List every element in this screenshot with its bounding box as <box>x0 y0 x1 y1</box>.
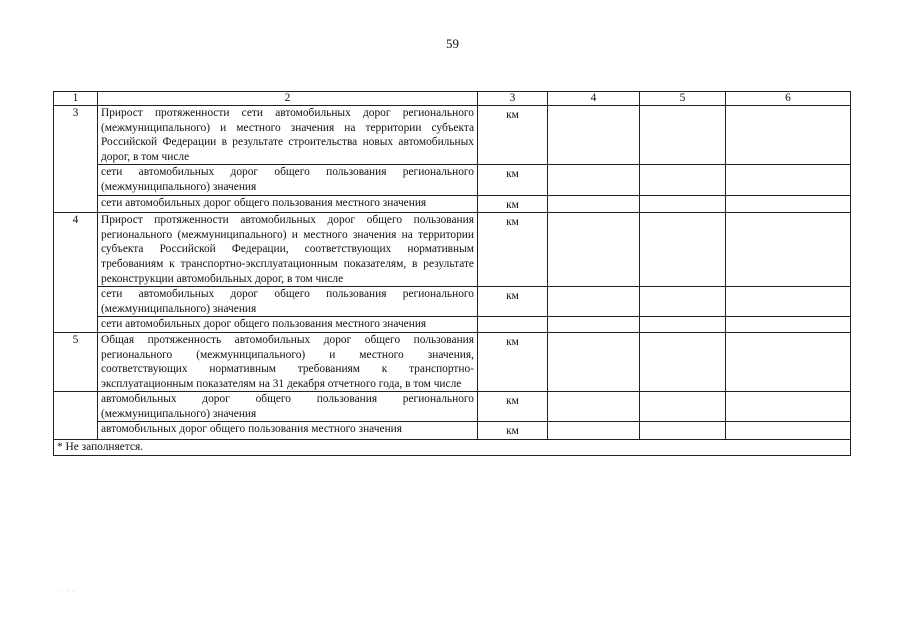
header-cell: 3 <box>478 92 548 106</box>
page-number: 59 <box>446 36 459 51</box>
value-cell <box>726 213 851 287</box>
indicator-description: сети автомобильных дорог общего пользования регионального (межмуниципального) значения <box>98 287 478 317</box>
value-cell <box>726 287 851 317</box>
value-cell <box>548 195 640 213</box>
unit-cell: км <box>478 213 548 287</box>
table-row <box>54 195 851 213</box>
row-number <box>54 392 98 440</box>
table-row <box>54 392 851 422</box>
value-cell <box>548 422 640 440</box>
indicator-description: автомобильных дорог общего пользования регионального (межмуниципального) значения <box>98 392 478 422</box>
value-cell <box>640 213 726 287</box>
indicator-description: сети автомобильных дорог общего пользования регионального (межмуниципального) значения <box>98 165 478 195</box>
value-cell <box>726 317 851 333</box>
header-cell: 5 <box>640 92 726 106</box>
indicator-description: сети автомобильных дорог общего пользования местного значения <box>98 195 478 213</box>
table-row <box>54 106 851 165</box>
unit-cell <box>478 317 548 333</box>
table-row <box>54 422 851 440</box>
table-row <box>54 165 851 195</box>
value-cell <box>726 332 851 391</box>
value-cell <box>640 317 726 333</box>
value-cell <box>640 332 726 391</box>
value-cell <box>548 213 640 287</box>
header-cell: 2 <box>98 92 478 106</box>
value-cell <box>640 392 726 422</box>
value-cell <box>548 332 640 391</box>
value-cell <box>726 195 851 213</box>
value-cell <box>726 422 851 440</box>
indicators-table <box>53 91 851 456</box>
value-cell <box>640 106 726 165</box>
value-cell <box>640 287 726 317</box>
indicator-description: Прирост протяженности сети автомобильных дорог регионального (межмуниципального) и местного значения на территории субъекта Российской Федерации в результате строительства новых автомобильных дорог, в том числе <box>98 106 478 165</box>
value-cell <box>726 106 851 165</box>
table-header-row <box>54 92 851 106</box>
unit-cell: км <box>478 392 548 422</box>
header-cell: 4 <box>548 92 640 106</box>
indicator-description: Прирост протяженности автомобильных дорог общего пользования регионального (межмуниципального) и местного значения на территории субъекта Российской Федерации, соответствующих нормативным требованиям к транспортно-эксплуатационным показателям, в результате реконструкции автомобильных дорог, в том числе <box>98 213 478 287</box>
row-number: 4 <box>54 213 98 333</box>
value-cell <box>548 287 640 317</box>
indicator-description: сети автомобильных дорог общего пользования местного значения <box>98 317 478 333</box>
unit-cell: км <box>478 195 548 213</box>
row-number: 3 <box>54 106 98 213</box>
scan-artifact: · · · <box>60 588 76 596</box>
value-cell <box>548 392 640 422</box>
table-row <box>54 213 851 287</box>
indicator-description: автомобильных дорог общего пользования местного значения <box>98 422 478 440</box>
indicator-description: Общая протяженность автомобильных дорог общего пользования регионального (межмуниципального) и местного значения, соответствующих нормативным требованиям к транспортно-эксплуатационным показателям на 31 декабря отчетного года, в том числе <box>98 332 478 391</box>
value-cell <box>640 165 726 195</box>
value-cell <box>548 106 640 165</box>
footnote: * Не заполняется. <box>54 440 851 456</box>
table-row <box>54 317 851 333</box>
unit-cell: км <box>478 332 548 391</box>
unit-cell: км <box>478 165 548 195</box>
row-number: 5 <box>54 332 98 391</box>
unit-cell: км <box>478 287 548 317</box>
value-cell <box>548 165 640 195</box>
unit-cell: км <box>478 106 548 165</box>
value-cell <box>726 392 851 422</box>
header-cell: 1 <box>54 92 98 106</box>
table-row <box>54 287 851 317</box>
value-cell <box>726 165 851 195</box>
value-cell <box>548 317 640 333</box>
value-cell <box>640 195 726 213</box>
header-cell: 6 <box>726 92 851 106</box>
table-row <box>54 332 851 391</box>
unit-cell: км <box>478 422 548 440</box>
footnote-row <box>54 440 851 456</box>
value-cell <box>640 422 726 440</box>
